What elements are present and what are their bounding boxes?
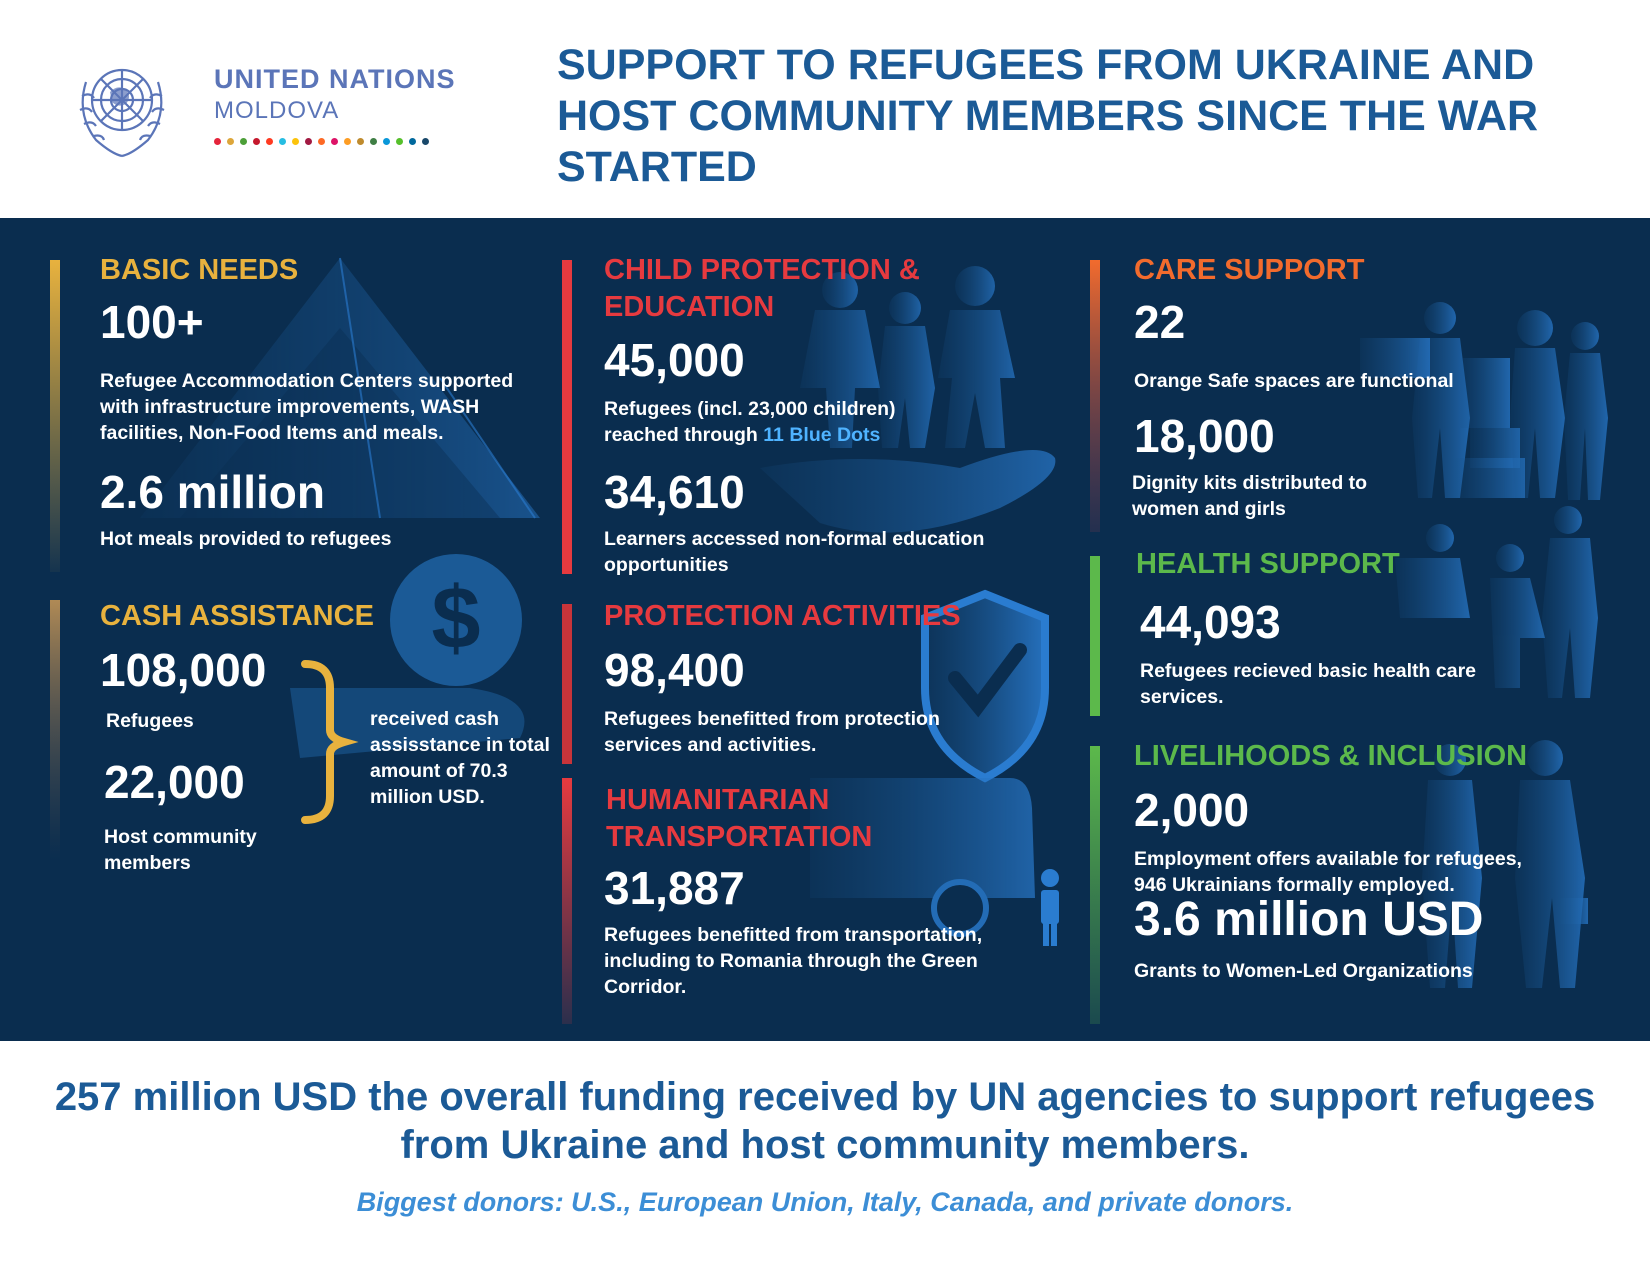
livelihoods-title: LIVELIHOODS & INCLUSION [1134, 740, 1528, 772]
livelihoods-desc-2: Grants to Women-Led Organizations [1134, 960, 1473, 982]
sdg-dot [422, 138, 429, 145]
stats-panel [0, 218, 1650, 1041]
care-desc-1: Orange Safe spaces are functional [1134, 370, 1454, 392]
hand-illustration [760, 450, 1055, 533]
sdg-dot [318, 138, 325, 145]
sdg-dot [279, 138, 286, 145]
basic-needs-stat-2: 2.6 million [100, 466, 325, 518]
cash-stat-1: 108,000 [100, 644, 267, 696]
transport-desc-1: Refugees benefitted from transportation, including to Romania through the Green Corridor. [604, 924, 983, 998]
livelihoods-desc-1: Employment offers available for refugees, 946 Ukrainians formally employed. [1134, 848, 1522, 896]
sdg-dot [292, 138, 299, 145]
sdg-dot [331, 138, 338, 145]
basic-needs-title: BASIC NEEDS [100, 254, 299, 286]
cash-note: received cash assisstance in total amount of 70.3 million USD. [370, 708, 550, 808]
care-support-title: CARE SUPPORT [1134, 254, 1365, 286]
bar-cash [50, 600, 60, 862]
transport-stat-1: 31,887 [604, 862, 745, 914]
total-funding-statement: 257 million USD the overall funding received by UN agencies to support refugees from Ukraine and host community members. [54, 1075, 1596, 1167]
sdg-dot [383, 138, 390, 145]
child-desc-2: Learners accessed non-formal education opportunities [604, 528, 985, 576]
sdg-dot [344, 138, 351, 145]
traveler-illustration [1041, 869, 1059, 946]
health-support-title: HEALTH SUPPORT [1136, 548, 1400, 580]
cash-assistance-title: CASH ASSISTANCE [100, 600, 374, 632]
sdg-dot [266, 138, 273, 145]
basic-needs-desc-2: Hot meals provided to refugees [100, 528, 392, 550]
cash-stat-2: 22,000 [104, 756, 245, 808]
bar-basic-needs [50, 260, 60, 572]
sdg-dot [396, 138, 403, 145]
protection-title: PROTECTION ACTIVITIES [604, 600, 961, 632]
bar-health [1090, 556, 1100, 716]
protection-stat-1: 98,400 [604, 644, 745, 696]
logo-line-1: UNITED NATIONS [214, 64, 456, 94]
care-stat-2: 18,000 [1134, 410, 1275, 462]
health-stat-1: 44,093 [1140, 596, 1281, 648]
transport-title: HUMANITARIAN TRANSPORTATION [606, 784, 873, 853]
child-stat-2: 34,610 [604, 466, 745, 518]
header [0, 0, 1650, 218]
basic-needs-desc-1: Refugee Accommodation Centers supported with infrastructure improvements, WASH facilities, Non-Food Items and meals. [100, 370, 514, 444]
page-title: SUPPORT TO REFUGEES FROM UKRAINE AND HOST COMMUNITY MEMBERS SINCE THE WAR STARTED [557, 41, 1539, 191]
donors-line: Biggest donors: U.S., European Union, Italy, Canada, and private donors. [356, 1187, 1294, 1217]
footer [0, 1041, 1650, 1263]
sdg-dot [253, 138, 260, 145]
un-emblem-icon [72, 52, 172, 162]
bar-livelihoods [1090, 746, 1100, 1024]
sdg-dot [240, 138, 247, 145]
sdg-dot [305, 138, 312, 145]
sdg-dot [370, 138, 377, 145]
child-desc-1-text: Refugees (incl. 23,000 children) reached through [604, 398, 896, 446]
sdg-dot [227, 138, 234, 145]
blue-dots-highlight: 11 Blue Dots [763, 424, 881, 446]
health-desc-1: Refugees recieved basic health care services. [1140, 660, 1477, 708]
care-people-illustration [1360, 302, 1608, 500]
livelihoods-stat-1: 2,000 [1134, 784, 1250, 836]
bar-transport [562, 778, 572, 1024]
protection-desc-1: Refugees benefitted from protection services and activities. [604, 708, 940, 756]
bar-care [1090, 260, 1100, 532]
sdg-dot [409, 138, 416, 145]
child-protection-title: CHILD PROTECTION & EDUCATION [604, 254, 920, 323]
sdg-dot [214, 138, 221, 145]
sdg-color-dots [214, 138, 456, 145]
cash-desc-2: Host community members [104, 826, 257, 874]
child-desc-1 [604, 396, 934, 448]
basic-needs-stat-1: 100+ [100, 296, 204, 348]
svg-text:$: $ [431, 568, 481, 667]
bar-protection [562, 604, 572, 764]
logo-line-2: MOLDOVA [214, 97, 340, 124]
child-stat-1: 45,000 [604, 334, 745, 386]
livelihoods-stat-2: 3.6 million USD [1134, 893, 1484, 946]
bar-child [562, 260, 572, 574]
care-stat-1: 22 [1134, 296, 1186, 348]
cash-desc-1: Refugees [106, 710, 194, 732]
care-desc-2: Dignity kits distributed to women and girls [1132, 472, 1368, 520]
sdg-dot [357, 138, 364, 145]
un-logo-text [214, 64, 456, 145]
